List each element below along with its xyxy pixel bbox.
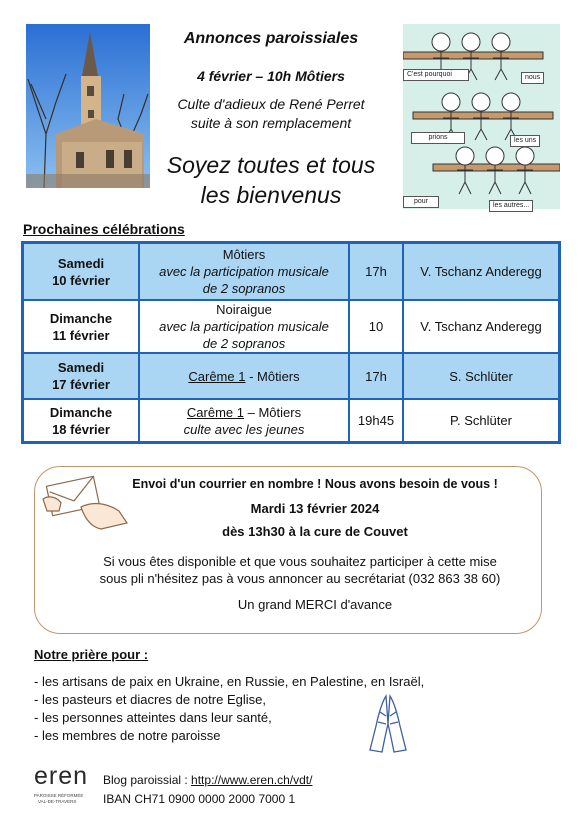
prayer-title: Notre prière pour : (34, 647, 149, 662)
mailing-date: Mardi 13 février 2024 (250, 501, 380, 516)
place-note: avec la participation musicale (159, 264, 329, 279)
day-label: Samedi (57, 360, 105, 375)
date-label: 17 février (52, 377, 110, 392)
officiant-cell: V. Tschanz Anderegg (402, 244, 558, 299)
cartoon-caption: nous (521, 72, 544, 84)
cartoon-caption: prions (411, 132, 465, 144)
mailing-notice (34, 466, 542, 634)
service-date: 4 février – 10h Môtiers (197, 68, 345, 84)
place-label: - Môtiers (245, 368, 300, 384)
place-note: avec la participation musicale (159, 319, 329, 334)
celebrations-table (21, 241, 561, 444)
blog-link[interactable]: http://www.eren.ch/vdt/ (191, 773, 313, 787)
table-row (24, 398, 558, 441)
table-row (24, 299, 558, 352)
place-note: culte avec les jeunes (183, 421, 305, 437)
day-cell (24, 301, 138, 352)
welcome-line-1: Soyez toutes et tous (166, 152, 376, 178)
day-cell (24, 400, 138, 441)
mailing-time-place: dès 13h30 à la cure de Couvet (222, 524, 408, 539)
officiant-cell: S. Schlüter (402, 354, 558, 398)
time-cell: 19h45 (348, 400, 402, 441)
time-cell: 17h (348, 244, 402, 299)
list-item: - les artisans de paix en Ukraine, en Russie, en Palestine, en Israël, (34, 673, 424, 691)
date-label: 11 février (52, 327, 110, 343)
cartoon-caption: pour (403, 196, 439, 208)
lent-link[interactable]: Carême 1 (188, 368, 246, 384)
mailing-heading: Envoi d'un courrier en nombre ! Nous avons besoin de vous ! (132, 477, 498, 491)
cartoon-caption: les uns (510, 135, 540, 147)
place-label: Môtiers (222, 247, 266, 262)
lent-link[interactable]: Carême 1 (186, 404, 244, 420)
day-label: Dimanche (49, 310, 113, 326)
day-cell (24, 354, 138, 398)
date-label: 10 février (52, 272, 110, 288)
date-label: 18 février (52, 421, 110, 437)
cartoon-caption: les autres... (489, 200, 533, 212)
logo-subtitle: PAROISSE RÉFORMÉE (34, 793, 84, 798)
place-cell (138, 301, 348, 352)
mailing-text: Si vous êtes disponible et que vous souhaitez participer à cette mise (103, 554, 497, 569)
announcement-title: Annonces paroissiales (183, 30, 359, 47)
list-item: - les personnes atteintes dans leur santé, (34, 709, 424, 727)
iban-line: IBAN CH71 0900 0000 2000 7000 1 (103, 792, 296, 806)
officiant-cell: P. Schlüter (402, 400, 558, 441)
place-label: Noiraigue (216, 302, 272, 317)
logo-subtitle: VAL-DE-TRAVERS (38, 799, 77, 804)
cartoon-caption: C'est pourquoi (403, 69, 469, 81)
day-cell (24, 244, 138, 299)
blog-line (103, 773, 312, 787)
day-label: Samedi (57, 255, 105, 271)
praying-hands-icon (366, 692, 410, 761)
church-photo (26, 24, 150, 188)
place-cell (138, 354, 348, 398)
time-cell: 17h (348, 354, 402, 398)
list-item: - les pasteurs et diacres de notre Eglise, (34, 691, 424, 709)
mailing-text: sous pli n'hésitez pas à vous annoncer au secrétariat (032 863 38 60) (99, 571, 501, 586)
celebrations-title: Prochaines célébrations (23, 221, 185, 237)
table-row (24, 352, 558, 398)
time-cell: 10 (348, 301, 402, 352)
service-description-2: suite à son remplacement (190, 115, 352, 131)
prayer-cartoon (403, 24, 560, 209)
blog-label: Blog paroissial : (103, 773, 192, 787)
place-cell (138, 244, 348, 299)
day-label: Dimanche (49, 404, 113, 420)
eren-logo: eren (34, 762, 89, 790)
list-item: - les membres de notre paroisse (34, 727, 424, 745)
place-label: – Môtiers (244, 404, 302, 420)
welcome-line-2: les bienvenus (200, 182, 342, 208)
place-note: de 2 sopranos (202, 281, 286, 296)
place-note: de 2 sopranos (202, 336, 286, 351)
table-row (24, 244, 558, 299)
officiant-cell: V. Tschanz Anderegg (402, 301, 558, 352)
mailing-thanks: Un grand MERCI d'avance (237, 597, 393, 612)
service-description: Culte d'adieux de René Perret (177, 96, 365, 112)
place-cell (138, 400, 348, 441)
